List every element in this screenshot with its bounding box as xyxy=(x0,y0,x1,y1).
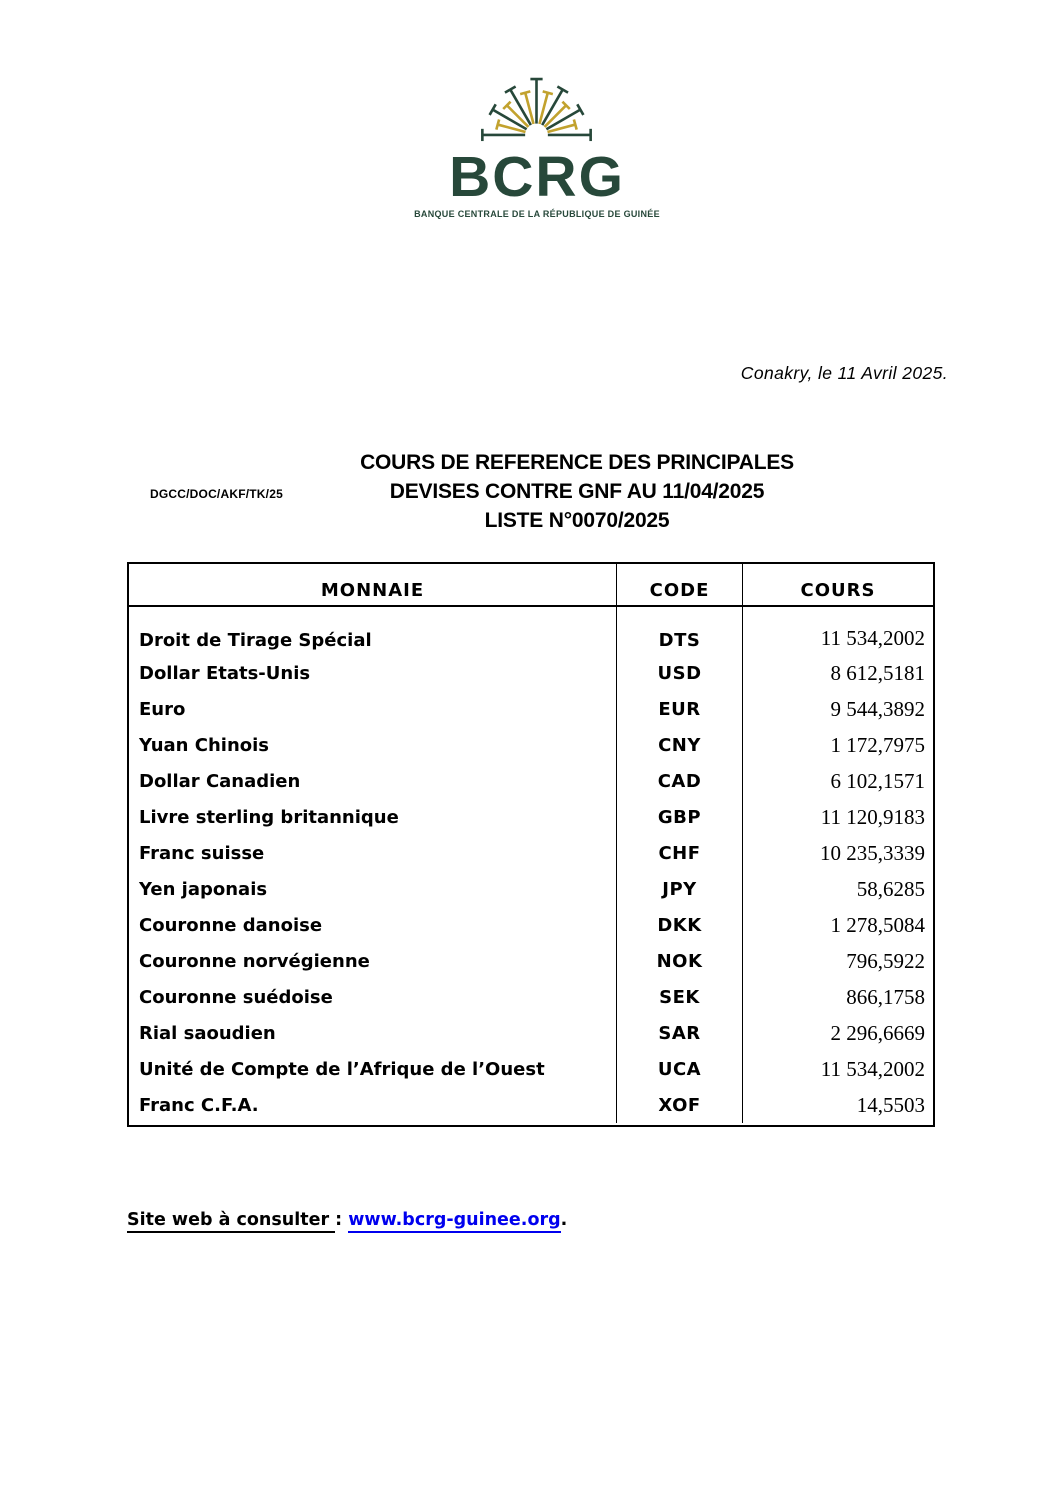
currency-rate: 9 544,3892 xyxy=(830,696,925,721)
currency-rate: 58,6285 xyxy=(856,876,925,901)
currency-rate: 11 120,9183 xyxy=(820,804,925,829)
date-line: Conakry, le 11 Avril 2025. xyxy=(740,363,948,383)
currency-code: USD xyxy=(616,655,743,691)
brand-text: BCRG xyxy=(449,145,625,209)
currency-name: Dollar Canadien xyxy=(139,770,301,792)
table-row xyxy=(129,799,933,835)
currency-name: Unité de Compte de l’Afrique de l’Ouest xyxy=(139,1058,545,1080)
currency-rate: 6 102,1571 xyxy=(830,768,925,793)
currency-code: DKK xyxy=(616,907,743,943)
col-header-cours: COURS xyxy=(800,580,876,601)
currency-rate: 866,1758 xyxy=(846,984,925,1009)
table-row xyxy=(129,871,933,907)
currency-rate: 14,5503 xyxy=(856,1092,925,1117)
table-row xyxy=(129,835,933,871)
currency-code: DTS xyxy=(616,607,743,655)
footer-note xyxy=(127,1210,567,1230)
currency-name: Couronne suédoise xyxy=(139,986,333,1008)
currency-name: Couronne danoise xyxy=(139,914,323,936)
currency-code: CNY xyxy=(616,727,743,763)
table-row xyxy=(129,1015,933,1051)
footer-period: . xyxy=(560,1210,568,1230)
table-row xyxy=(129,763,933,799)
currency-name: Euro xyxy=(139,698,186,720)
table-row xyxy=(129,979,933,1015)
currency-rate: 796,5922 xyxy=(846,948,925,973)
table-row xyxy=(129,691,933,727)
currency-code: CAD xyxy=(616,763,743,799)
table-row xyxy=(129,727,933,763)
bcrg-logo xyxy=(0,72,1058,219)
currency-code: CHF xyxy=(616,835,743,871)
currency-name: Yen japonais xyxy=(139,878,268,900)
currency-rate: 2 296,6669 xyxy=(830,1020,925,1045)
currency-name: Rial saoudien xyxy=(139,1022,276,1044)
currency-name: Livre sterling britannique xyxy=(139,806,399,828)
site-link[interactable]: www.bcrg-guinee.org xyxy=(348,1210,560,1233)
currency-code: XOF xyxy=(616,1087,743,1123)
table-row xyxy=(129,607,933,655)
currency-rate: 8 612,5181 xyxy=(830,660,925,685)
site-label: Site web à consulter xyxy=(127,1210,335,1233)
logo-tagline: BANQUE CENTRALE DE LA RÉPUBLIQUE DE GUINÉE xyxy=(414,209,660,219)
col-header-code: CODE xyxy=(616,564,743,605)
currency-name: Droit de Tirage Spécial xyxy=(139,630,372,651)
currency-code: NOK xyxy=(616,943,743,979)
currency-rate: 11 534,2002 xyxy=(820,1056,925,1081)
currency-code: GBP xyxy=(616,799,743,835)
table-row xyxy=(129,907,933,943)
doc-title xyxy=(96,448,1058,535)
currency-name: Franc suisse xyxy=(139,842,265,864)
rates-table xyxy=(127,562,935,1127)
footer-colon: : xyxy=(335,1210,349,1230)
currency-code: SAR xyxy=(616,1015,743,1051)
currency-code: SEK xyxy=(616,979,743,1015)
table-row xyxy=(129,1051,933,1087)
doc-title-line-1: COURS DE REFERENCE DES PRINCIPALES xyxy=(360,451,794,474)
currency-name: Franc C.F.A. xyxy=(139,1094,259,1116)
currency-code: JPY xyxy=(616,871,743,907)
doc-title-line-2: DEVISES CONTRE GNF AU 11/04/2025 xyxy=(389,480,765,503)
currency-rate: 11 534,2002 xyxy=(820,626,925,650)
table-row xyxy=(129,655,933,691)
currency-code: UCA xyxy=(616,1051,743,1087)
table-header-row xyxy=(129,564,933,607)
currency-name: Dollar Etats-Unis xyxy=(139,662,311,684)
table-row xyxy=(129,943,933,979)
currency-rate: 1 278,5084 xyxy=(830,912,925,937)
table-body xyxy=(129,607,933,1123)
currency-rate: 10 235,3339 xyxy=(820,840,925,865)
doc-title-line-3: LISTE N°0070/2025 xyxy=(484,509,670,532)
currency-code: EUR xyxy=(616,691,743,727)
currency-name: Yuan Chinois xyxy=(139,734,270,756)
currency-rate: 1 172,7975 xyxy=(830,732,925,757)
bcrg-rays-icon xyxy=(471,72,602,142)
currency-name: Couronne norvégienne xyxy=(139,950,370,972)
reference-code: DGCC/DOC/AKF/TK/25 xyxy=(150,487,283,501)
col-header-monnaie: MONNAIE xyxy=(320,580,425,601)
table-row xyxy=(129,1087,933,1123)
